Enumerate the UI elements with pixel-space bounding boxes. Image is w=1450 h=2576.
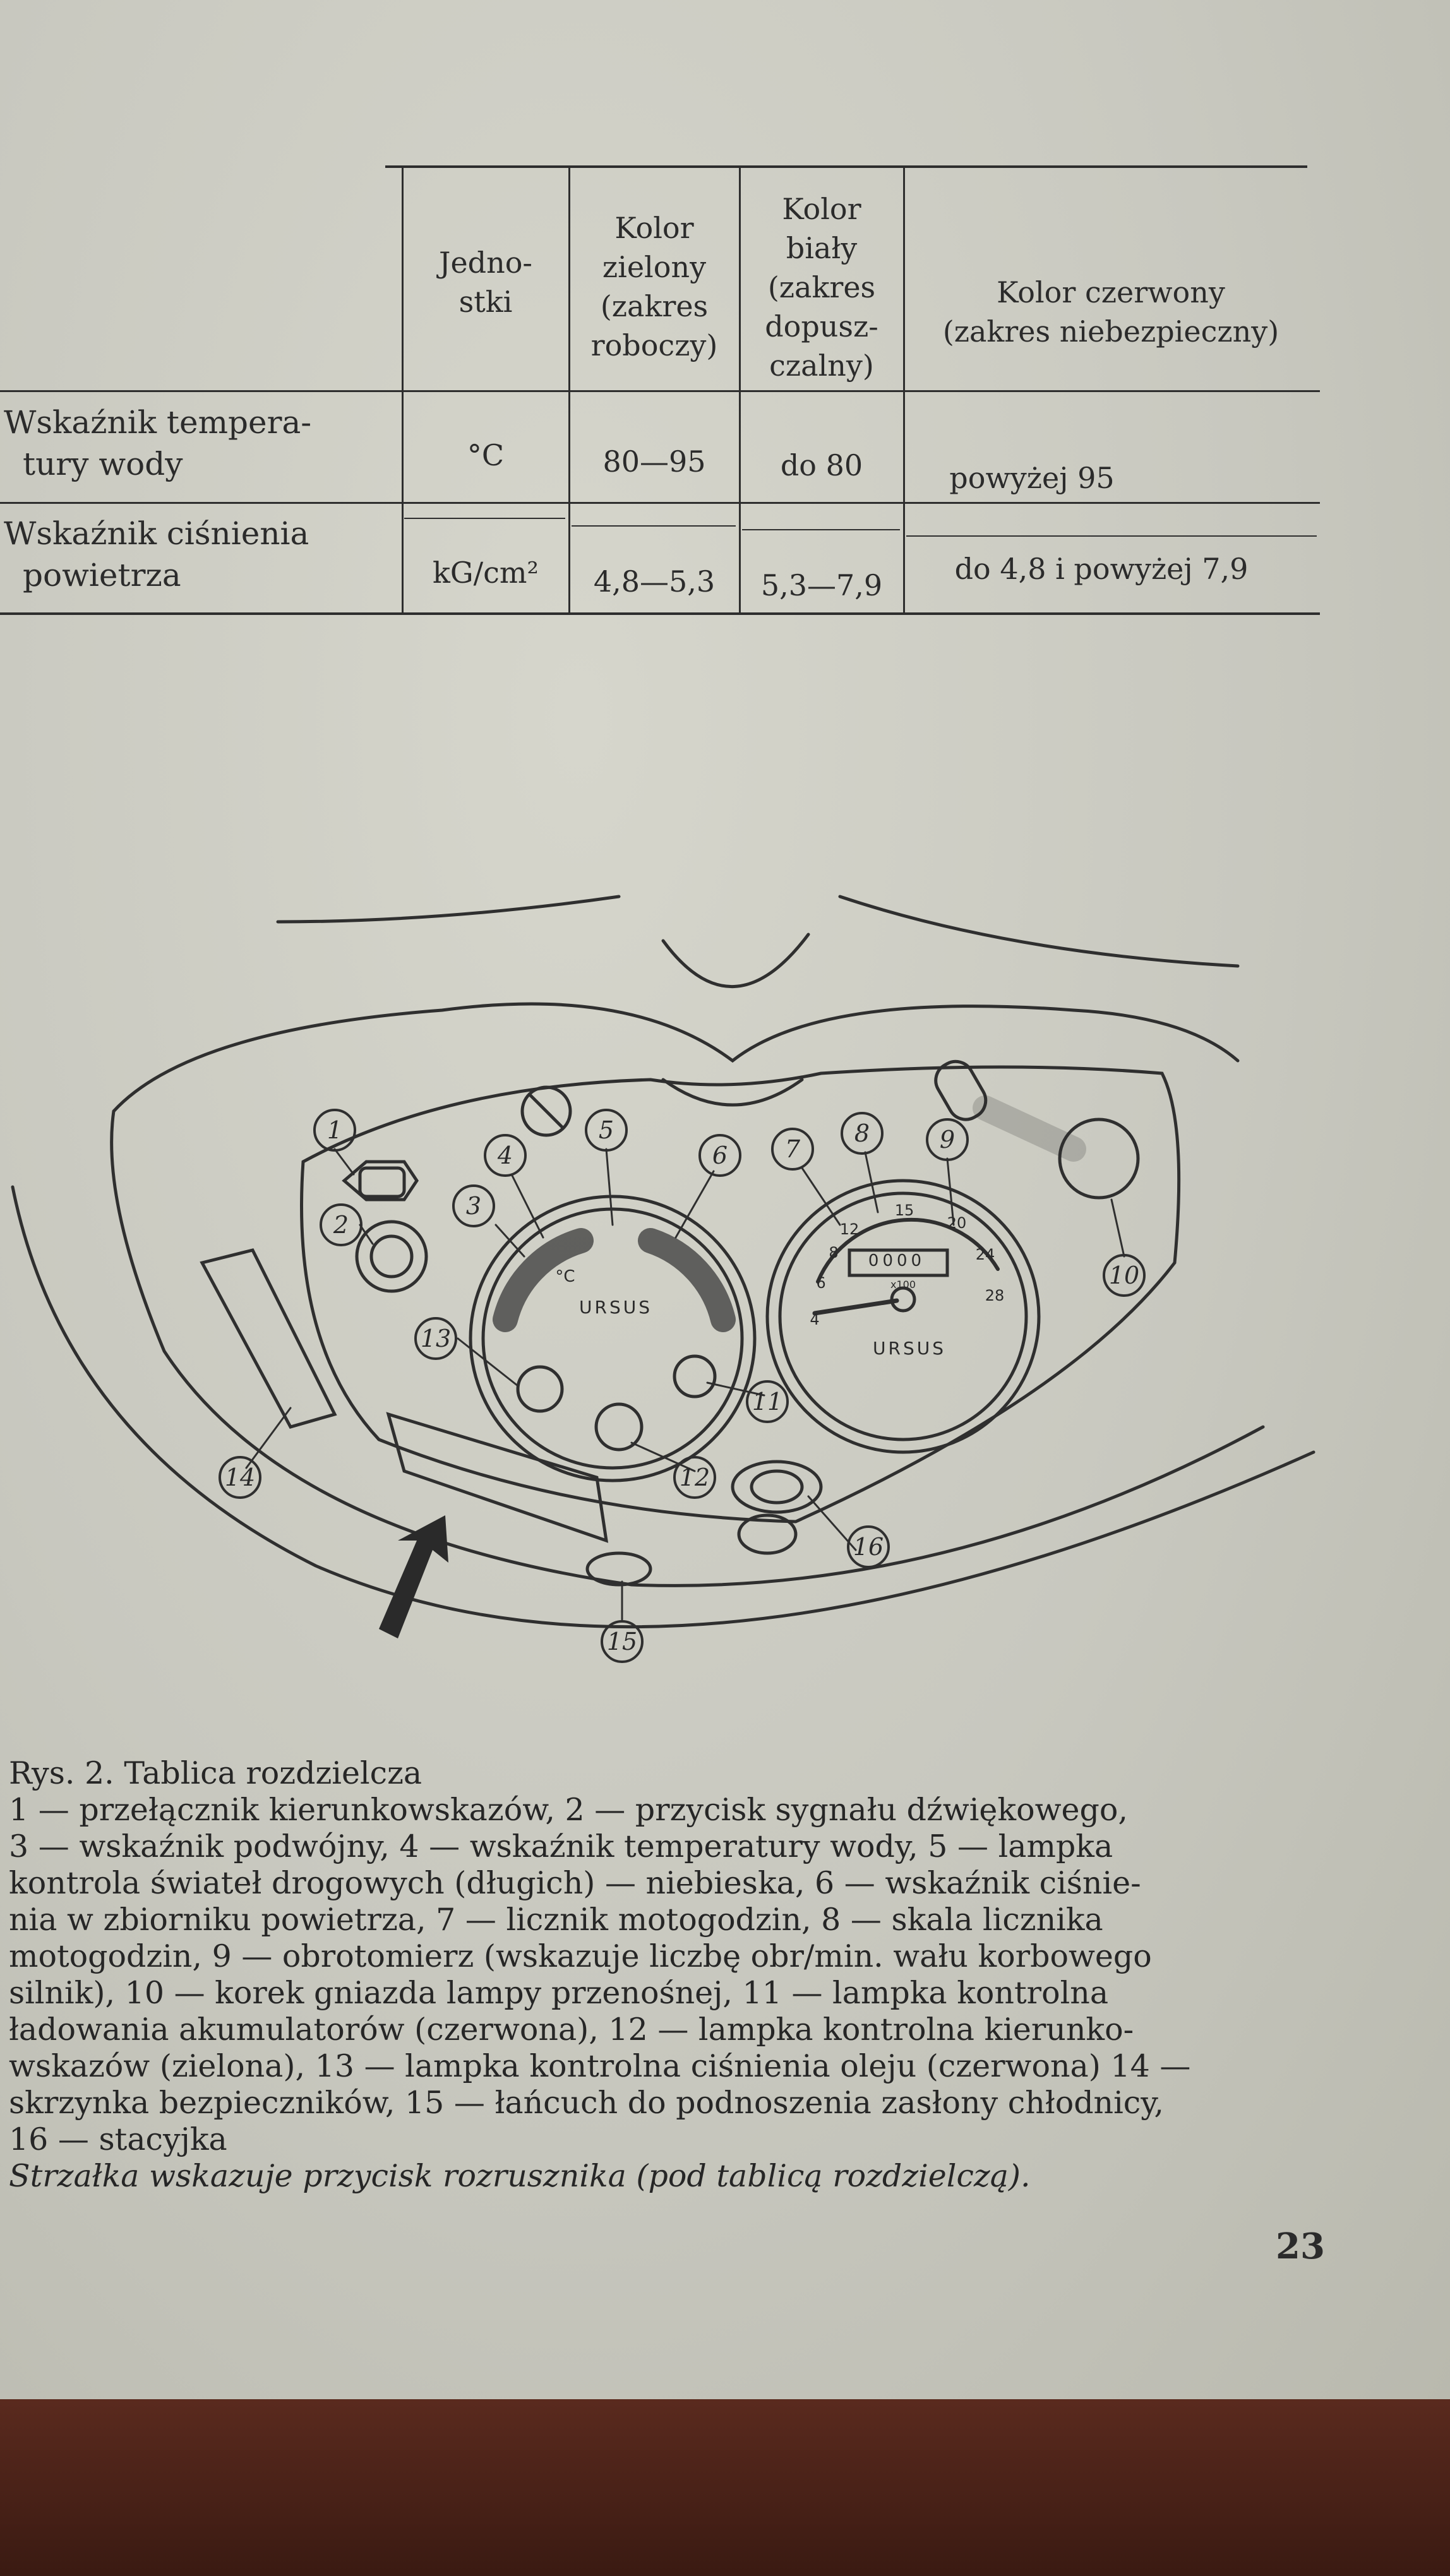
socket-cap-strap [985,1108,1074,1149]
caption-title: Rys. 2. Tablica rozdzielcza [9,1755,422,1791]
scale-15: 15 [894,1202,914,1219]
table-col-rule-2 [568,165,570,612]
callout-16: 16 [853,1533,884,1561]
table-bottom-rule [0,612,1320,615]
row-label-temperature: Wskaźnik tempera- tury wody [4,404,312,482]
table-top-rule [385,165,1307,168]
info-plate [388,1414,606,1541]
cell-rule [404,518,565,519]
turn-signal-lamp [596,1404,642,1450]
tachometer-brand: URSUS [873,1338,946,1359]
dashboard-drawing [0,871,1450,1730]
scale-28: 28 [985,1287,1005,1304]
scale-12: 12 [839,1220,860,1238]
callout-4: 4 [497,1142,513,1169]
table-col-rule-1 [402,165,404,612]
cell-rule [906,535,1317,537]
cell-rule [742,529,900,530]
screw-slot [530,1095,562,1127]
pressure-scale [650,1241,723,1320]
leader-5 [606,1149,613,1225]
caption-line: 16 — stacyjka [9,2121,227,2157]
dual-gauge-brand: URSUS [579,1297,652,1318]
leader-1 [335,1149,354,1174]
hood-line-left [278,897,619,922]
rpm-multiplier: x100 [890,1279,916,1291]
row1-green: 80—95 [602,444,706,479]
cell-rule [572,525,736,527]
callout-1: 1 [327,1116,343,1144]
callout-8: 8 [854,1119,870,1147]
scale-24: 24 [975,1246,995,1263]
row2-red: do 4,8 i powyżej 7,9 [954,552,1249,586]
row-label-air-pressure: Wskaźnik ciśnienia powietrza [4,515,309,593]
header-red: Kolor czerwony (zakres niebezpieczny) [942,275,1279,349]
caption-line: 1 — przełącznik kierunkowskazów, 2 — przycisk sygnału dźwiękowego, [9,1792,1128,1828]
scale-20: 20 [947,1214,967,1232]
oil-pressure-lamp [518,1367,562,1411]
caption-line: skrzynka bezpieczników, 15 — łańcuch do podnoszenia zasłony chłodnicy, [9,2085,1164,2121]
header-units: Jedno- stki [439,246,532,319]
callout-3: 3 [465,1192,482,1220]
callout-7: 7 [784,1135,801,1163]
table-header-rule [0,390,1320,392]
row2-green: 4,8—5,3 [593,564,716,599]
ignition-switch [733,1462,821,1512]
hood-line-right [840,897,1238,966]
horn-button-inner [371,1236,412,1277]
horn-button [357,1222,426,1291]
steering-column-arc [663,934,808,987]
page-number: 23 [1276,2226,1325,2267]
leader-6 [676,1171,714,1237]
header-green: Kolor zielony (zakres roboczy) [590,211,718,362]
starter-button-arrow [379,1515,448,1638]
caption-line: silnik), 10 — korek gniazda lampy przenośnej, 11 — lampka kontrolna [9,1975,1109,2011]
tachometer-needle [815,1301,897,1313]
callout-11: 11 [752,1388,783,1416]
caption-note: Strzałka wskazuje przycisk rozrusznika (pod tablicą rozdzielczą). [9,2158,1031,2194]
row1-white: do 80 [780,448,863,482]
figure-caption [9,1755,1329,2195]
callout-15: 15 [606,1628,638,1655]
caption-line: kontrola świateł drogowych (długich) — niebieska, 6 — wskaźnik ciśnie- [9,1865,1141,1901]
hour-meter-digits: 0000 [868,1251,926,1270]
leader-4 [512,1174,543,1237]
ignition-core [752,1471,802,1503]
turn-signal-switch [360,1168,404,1196]
chain-ring [587,1553,650,1585]
caption-line: motogodzin, 9 — obrotomierz (wskazuje liczbę obr/min. wału korbowego [9,1938,1152,1974]
callout-6: 6 [712,1142,728,1169]
callout-13: 13 [420,1325,452,1352]
dual-gauge-rim [470,1196,755,1481]
table-col-rule-3 [739,165,741,612]
callout-2: 2 [333,1211,349,1239]
callout-14: 14 [224,1464,256,1491]
leader-13 [458,1339,518,1386]
row1-red: powyżej 95 [949,461,1115,495]
row1-unit: °C [467,438,505,472]
dual-gauge-face [483,1209,742,1468]
temperature-unit: °C [555,1267,575,1286]
header-white: Kolor biały (zakres dopusz- czalny) [765,192,878,383]
dashboard-illustration [0,871,1450,1730]
callout-12: 12 [679,1464,710,1491]
leader-7 [802,1168,840,1225]
table-col-rule-4 [903,165,905,612]
scale-8: 8 [829,1244,839,1261]
charging-lamp [674,1356,715,1397]
caption-line: 3 — wskaźnik podwójny, 4 — wskaźnik temperatury wody, 5 — lampka [9,1828,1113,1864]
fuse-box [202,1250,335,1427]
caption-line: wskazów (zielona), 13 — lampka kontrolna ciśnienia oleju (czerwona) 14 — [9,2048,1191,2084]
scale-4: 4 [810,1311,820,1328]
callout-5: 5 [598,1116,614,1144]
scale-6: 6 [816,1274,826,1292]
table-row-rule [0,502,1320,504]
row2-white: 5,3—7,9 [760,568,883,602]
row2-unit: kG/cm² [433,556,539,590]
callout-10: 10 [1108,1261,1140,1289]
caption-line: ładowania akumulatorów (czerwona), 12 — lampka kontrolna kierunko- [9,2012,1134,2048]
cowl-top [114,1004,1238,1111]
callout-9: 9 [939,1126,956,1154]
caption-line: nia w zbiorniku powietrza, 7 — licznik motogodzin, 8 — skala licznika [9,1902,1103,1938]
leader-10 [1111,1200,1124,1256]
background-surface [0,2399,1450,2576]
